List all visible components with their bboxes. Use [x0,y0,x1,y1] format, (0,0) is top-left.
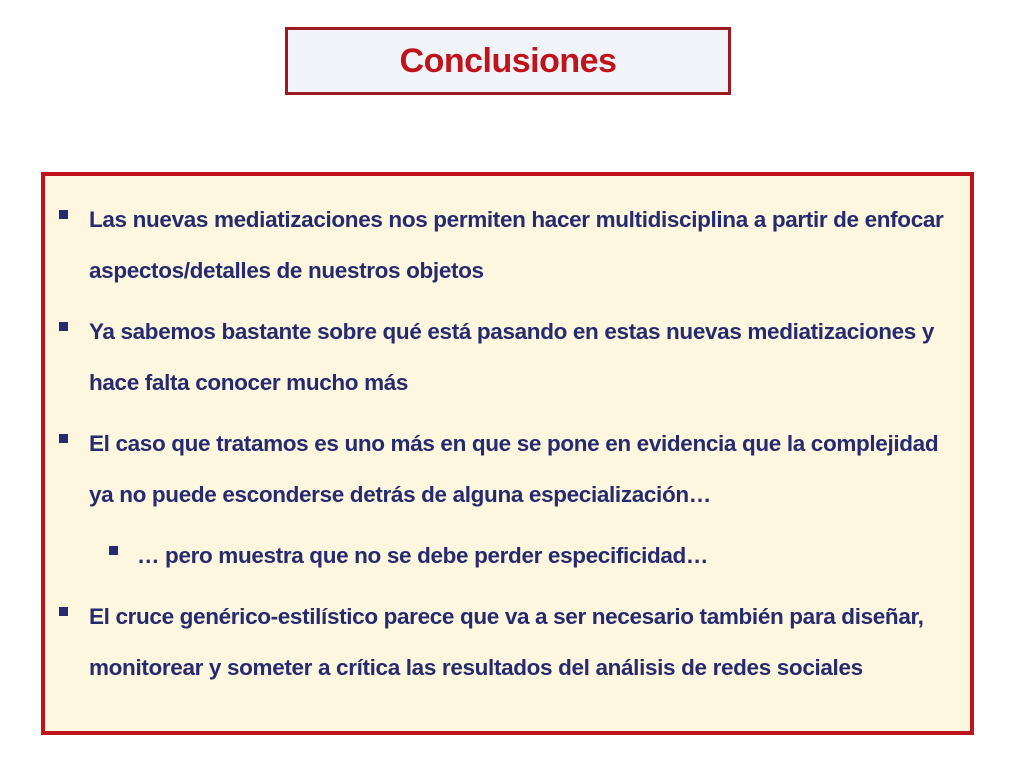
square-bullet-icon [59,322,68,331]
bullet-text-1: Las nuevas mediatizaciones nos permiten hacer multidisciplina a partir de enfocar aspectos/detalles de nuestros objetos [89,207,944,283]
sub-bullet-item-1 [45,530,950,581]
sub-bullet-text-1: … pero muestra que no se debe perder especificidad… [137,543,709,568]
square-bullet-icon [59,607,68,616]
square-bullet-icon [59,210,68,219]
title-box [285,27,731,95]
bullet-text-2: Ya sabemos bastante sobre qué está pasando en estas nuevas mediatizaciones y hace falta conocer mucho más [89,319,935,395]
bullet-item-3 [45,418,950,520]
content-box [41,172,974,735]
bullet-text-3: El caso que tratamos es uno más en que se pone en evidencia que la complejidad ya no puede esconderse detrás de alguna especialización… [89,431,939,507]
bullet-list [45,176,970,693]
bullet-item-2 [45,306,950,408]
square-bullet-icon [109,546,118,555]
bullet-text-4: El cruce genérico-estilístico parece que va a ser necesario también para diseñar, monitorear y someter a crítica las resultados del análisis de redes sociales [89,604,924,680]
bullet-item-4 [45,591,950,693]
square-bullet-icon [59,434,68,443]
slide-title: Conclusiones [399,41,617,80]
bullet-item-1 [45,194,950,296]
